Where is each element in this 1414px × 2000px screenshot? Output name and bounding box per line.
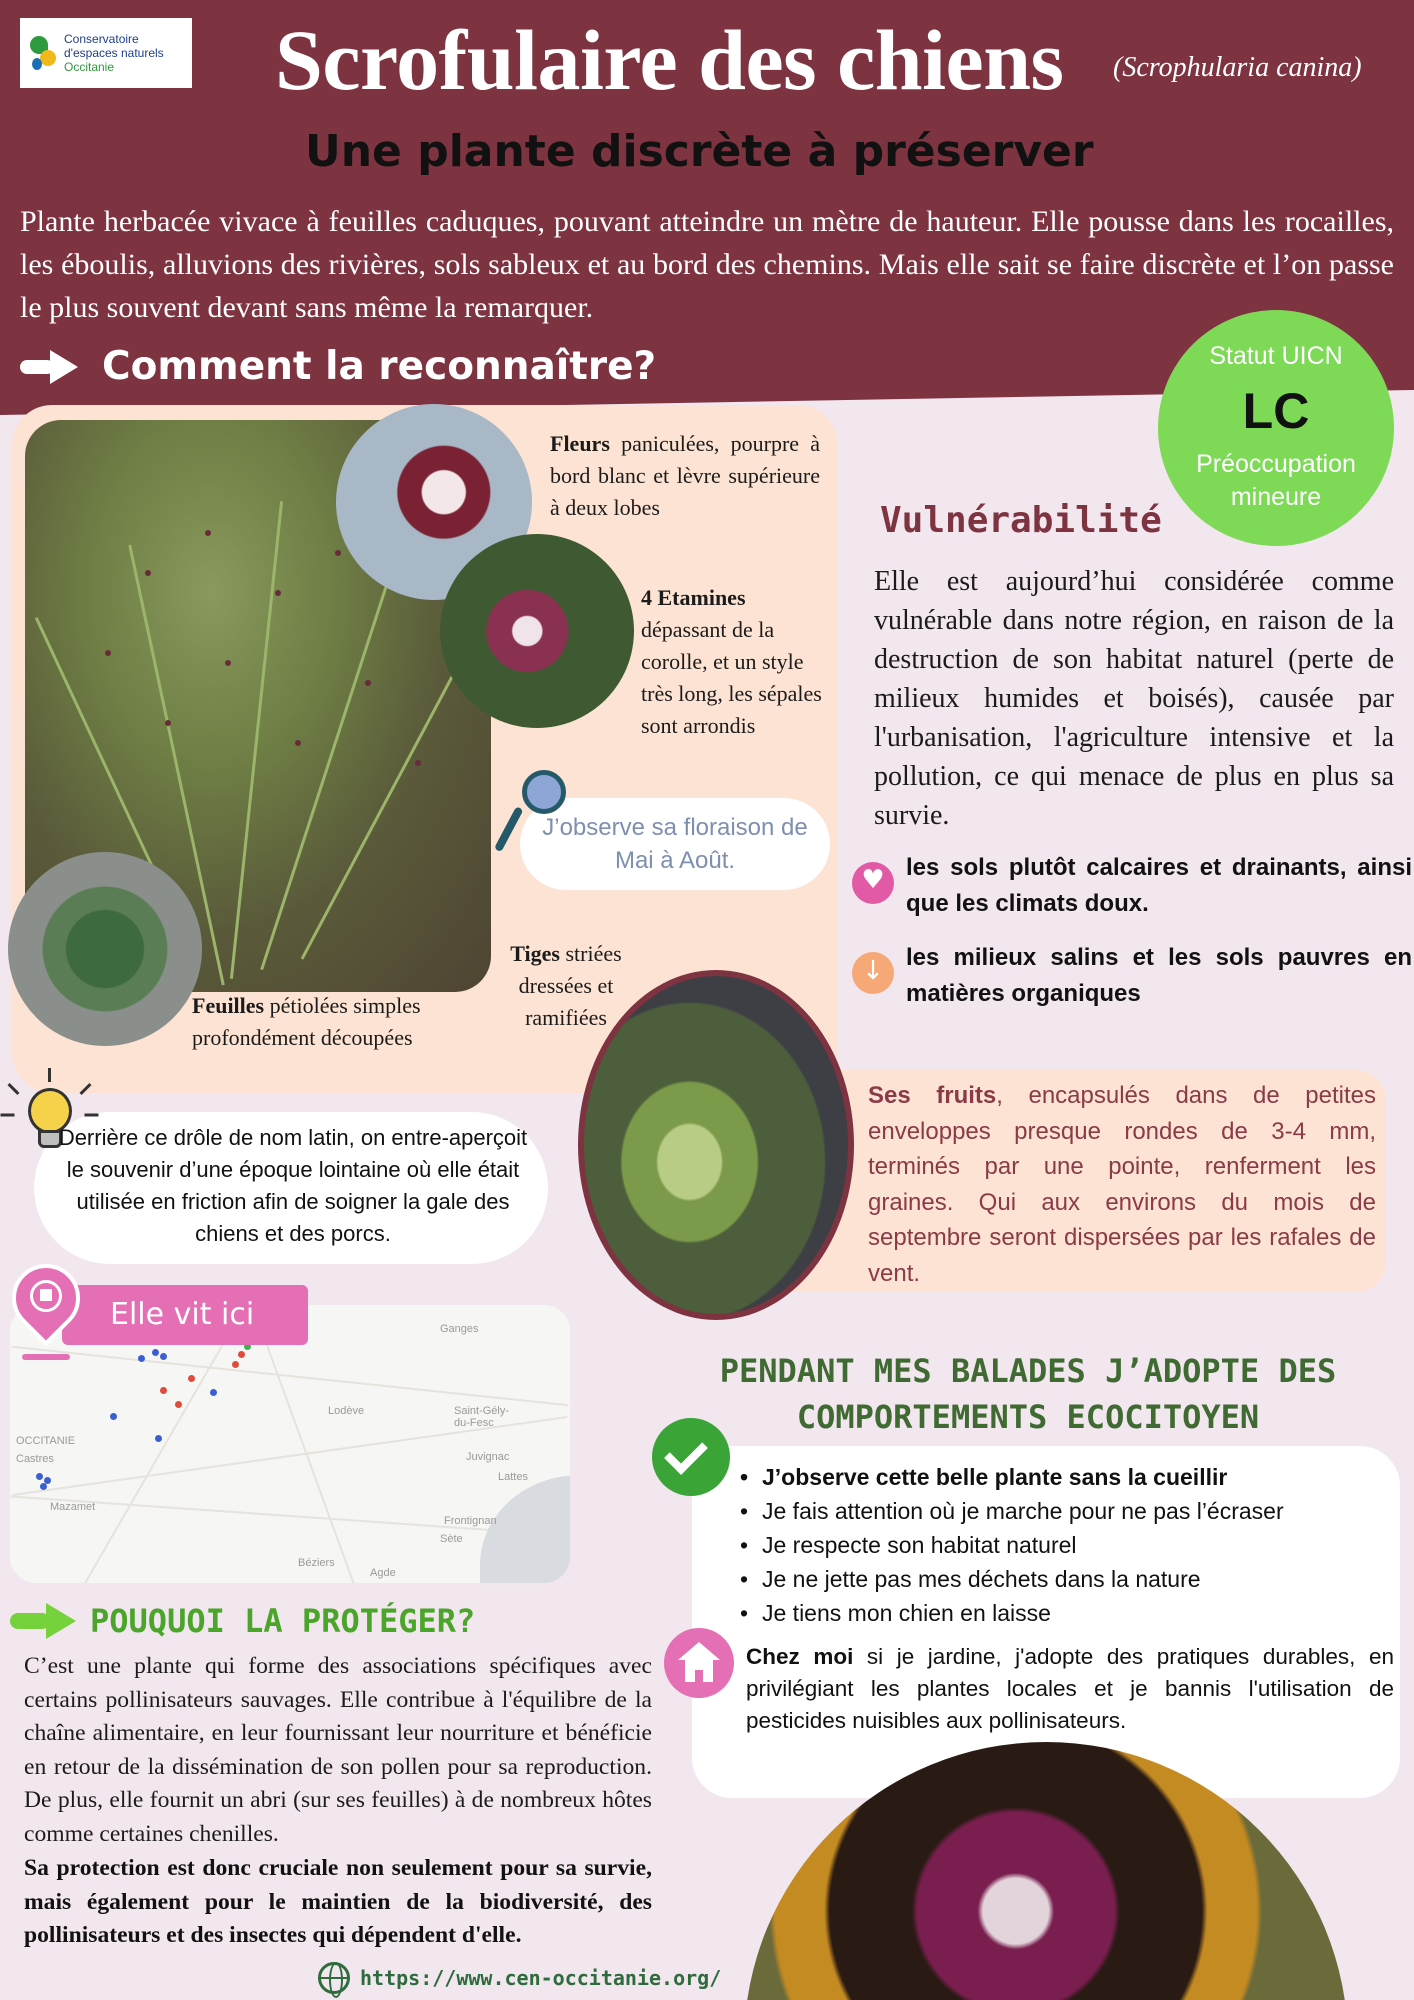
list-item: • J’observe cette belle plante sans la cueillir bbox=[740, 1460, 1380, 1494]
uicn-status-badge bbox=[1158, 310, 1394, 546]
stems-description bbox=[498, 938, 634, 1034]
map-place: Béziers bbox=[298, 1557, 335, 1569]
dislikes-row bbox=[852, 940, 1412, 1012]
flowers-text: paniculées, pourpre à bord blanc et lèvre supérieure à deux lobes bbox=[550, 431, 820, 520]
stems-label: Tiges bbox=[510, 941, 560, 966]
latin-name: (Scrophularia canina) bbox=[1113, 52, 1362, 83]
logo-mark-icon bbox=[28, 34, 58, 72]
likes-row bbox=[852, 850, 1412, 922]
map-place: Frontignan bbox=[444, 1515, 497, 1527]
fruit-photo bbox=[578, 970, 854, 1320]
map-place: Sète bbox=[440, 1533, 463, 1545]
uicn-label: Statut UICN bbox=[1209, 342, 1343, 370]
section-heading-recognition-text: Comment la reconnaître? bbox=[102, 344, 657, 389]
home-text: si je jardine, j'adopte des pratiques durables, en privilégiant les plantes locales et je bannis l'utilisation de pesticides nuisibles aux pollinisateurs. bbox=[746, 1644, 1394, 1733]
page-title: Scrofulaire des chiens bbox=[275, 12, 1064, 108]
website-link[interactable] bbox=[318, 1962, 721, 1994]
list-item: • Je ne jette pas mes déchets dans la nature bbox=[740, 1562, 1380, 1596]
map-place: Saint-Gély-du-Fesc bbox=[454, 1405, 510, 1429]
map-place: OCCITANIE bbox=[16, 1435, 76, 1447]
map-place: Ganges bbox=[440, 1323, 479, 1335]
latin-fact-text: Derrière ce drôle de nom latin, on entre-aperçoit le souvenir d’une époque lointaine où elle était utilisée en friction afin de soigner la gale des chiens et des porcs. bbox=[58, 1125, 528, 1246]
map-label: Elle vit ici bbox=[62, 1285, 308, 1345]
intro-paragraph: Plante herbacée vivace à feuilles caduques, pouvant atteindre un mètre de hauteur. Elle pousse dans les rocailles, les éboulis, alluvions des rivières, sols sableux et au bord des chemins. Mais elle sait se faire discrète et l’on passe le plus souvent devant sans même la remarquer. bbox=[20, 205, 1394, 324]
leaf-photo bbox=[8, 852, 202, 1046]
stems-text: striées dressées et ramifiées bbox=[518, 941, 622, 1030]
protection-conclusion: Sa protection est donc cruciale non seulement pour sa survie, mais également pour le maintien de la biodiversité, des pollinisateurs et des insectes qui dépendent d'elle. bbox=[24, 1855, 652, 1949]
logo[interactable] bbox=[20, 18, 192, 88]
vulnerability-title: Vulnérabilité bbox=[880, 500, 1162, 541]
stamens-description bbox=[641, 582, 831, 742]
fruits-description bbox=[868, 1078, 1376, 1291]
map-place: Mazamet bbox=[50, 1501, 96, 1513]
section-heading-protection-text: POUQUOI LA PROTÉGER? bbox=[90, 1602, 476, 1640]
map-place: Lattes bbox=[498, 1471, 528, 1483]
uicn-code: LC bbox=[1242, 383, 1310, 439]
stamens-text: dépassant de la corolle, et un style très long, les sépales sont arrondis bbox=[641, 617, 822, 738]
logo-line1: Conservatoire bbox=[64, 32, 139, 46]
uicn-status: Préoccupation mineure bbox=[1196, 450, 1356, 511]
magnifier-icon bbox=[508, 770, 568, 860]
logo-line3: Occitanie bbox=[64, 60, 115, 74]
leaves-description bbox=[192, 990, 472, 1054]
eco-list bbox=[740, 1460, 1380, 1630]
arrow-right-icon bbox=[10, 1603, 76, 1639]
flowers-description bbox=[550, 428, 820, 524]
leaves-text: pétiolées simples profondément découpées bbox=[192, 993, 421, 1050]
logo-line2: d'espaces naturels bbox=[64, 46, 164, 60]
section-heading-recognition bbox=[20, 344, 656, 389]
leaves-label: Feuilles bbox=[192, 993, 265, 1018]
heart-icon bbox=[852, 862, 894, 904]
flowering-period: J’observe sa floraison de Mai à Août. bbox=[520, 798, 830, 890]
home-icon bbox=[664, 1628, 734, 1698]
protection-text: C’est une plante qui forme des associations spécifiques avec certains pollinisateurs sauvages. Elle contribue à l'équilibre de la chaîne alimentaire, en leur fournissant leur nourriture et bénéficie en retour de la dissémination de son pollen pour sa reproduction. De plus, elle fournit un abri (sur ses feuilles) à de nombreux hôtes comme certaines chenilles. bbox=[24, 1653, 652, 1847]
flowers-label: Fleurs bbox=[550, 431, 610, 456]
arrow-right-icon bbox=[20, 350, 80, 384]
globe-icon bbox=[318, 1962, 350, 1994]
logo-text bbox=[64, 32, 164, 74]
list-item: • Je fais attention où je marche pour ne pas l’écraser bbox=[740, 1494, 1380, 1528]
list-item: • Je tiens mon chien en laisse bbox=[740, 1596, 1380, 1630]
fruits-label: Ses fruits bbox=[868, 1082, 997, 1109]
dislikes-text: les milieux salins et les sols pauvres en matières organiques bbox=[906, 944, 1412, 1007]
location-pin-icon bbox=[12, 1264, 80, 1360]
website-url[interactable]: https://www.cen-occitanie.org/ bbox=[360, 1966, 722, 1990]
stamens-label: 4 Etamines bbox=[641, 585, 746, 610]
eco-title: PENDANT MES BALADES J’ADOPTE DES COMPORTEMENTS ECOCITOYEN bbox=[719, 1352, 1337, 1436]
distribution-map[interactable] bbox=[10, 1305, 570, 1583]
home-label: Chez moi bbox=[746, 1644, 854, 1669]
home-tips bbox=[746, 1641, 1394, 1737]
thumbs-down-icon bbox=[852, 952, 894, 994]
map-place: Lodève bbox=[328, 1405, 365, 1417]
likes-text: les sols plutôt calcaires et drainants, ainsi que les climats doux. bbox=[906, 854, 1412, 917]
list-item: • Je respecte son habitat naturel bbox=[740, 1528, 1380, 1562]
vulnerability-text: Elle est aujourd’hui considérée comme vulnérable dans notre région, en raison de la destruction de son habitat naturel (perte de milieux humides et boisés), causée par l'urbanisation, l'agriculture intensive et la pollution, ce qui menace de plus en plus sa survie. bbox=[874, 566, 1394, 831]
check-icon bbox=[652, 1418, 730, 1496]
map-place: Castres bbox=[16, 1453, 54, 1465]
section-heading-protection bbox=[10, 1602, 475, 1640]
map-sea bbox=[480, 1475, 570, 1583]
fruits-text: , encapsulés dans de petites enveloppes presque rondes de 3-4 mm, terminés par une pointe, renferment les graines. Qui aux environs du mois de septembre seront dispersées par les rafales de vent. bbox=[868, 1082, 1376, 1287]
map-place: Juvignac bbox=[466, 1451, 510, 1463]
stamens-photo bbox=[440, 534, 634, 728]
page-subtitle: Une plante discrète à préserver bbox=[305, 126, 1094, 177]
map-place: Agde bbox=[370, 1567, 396, 1579]
